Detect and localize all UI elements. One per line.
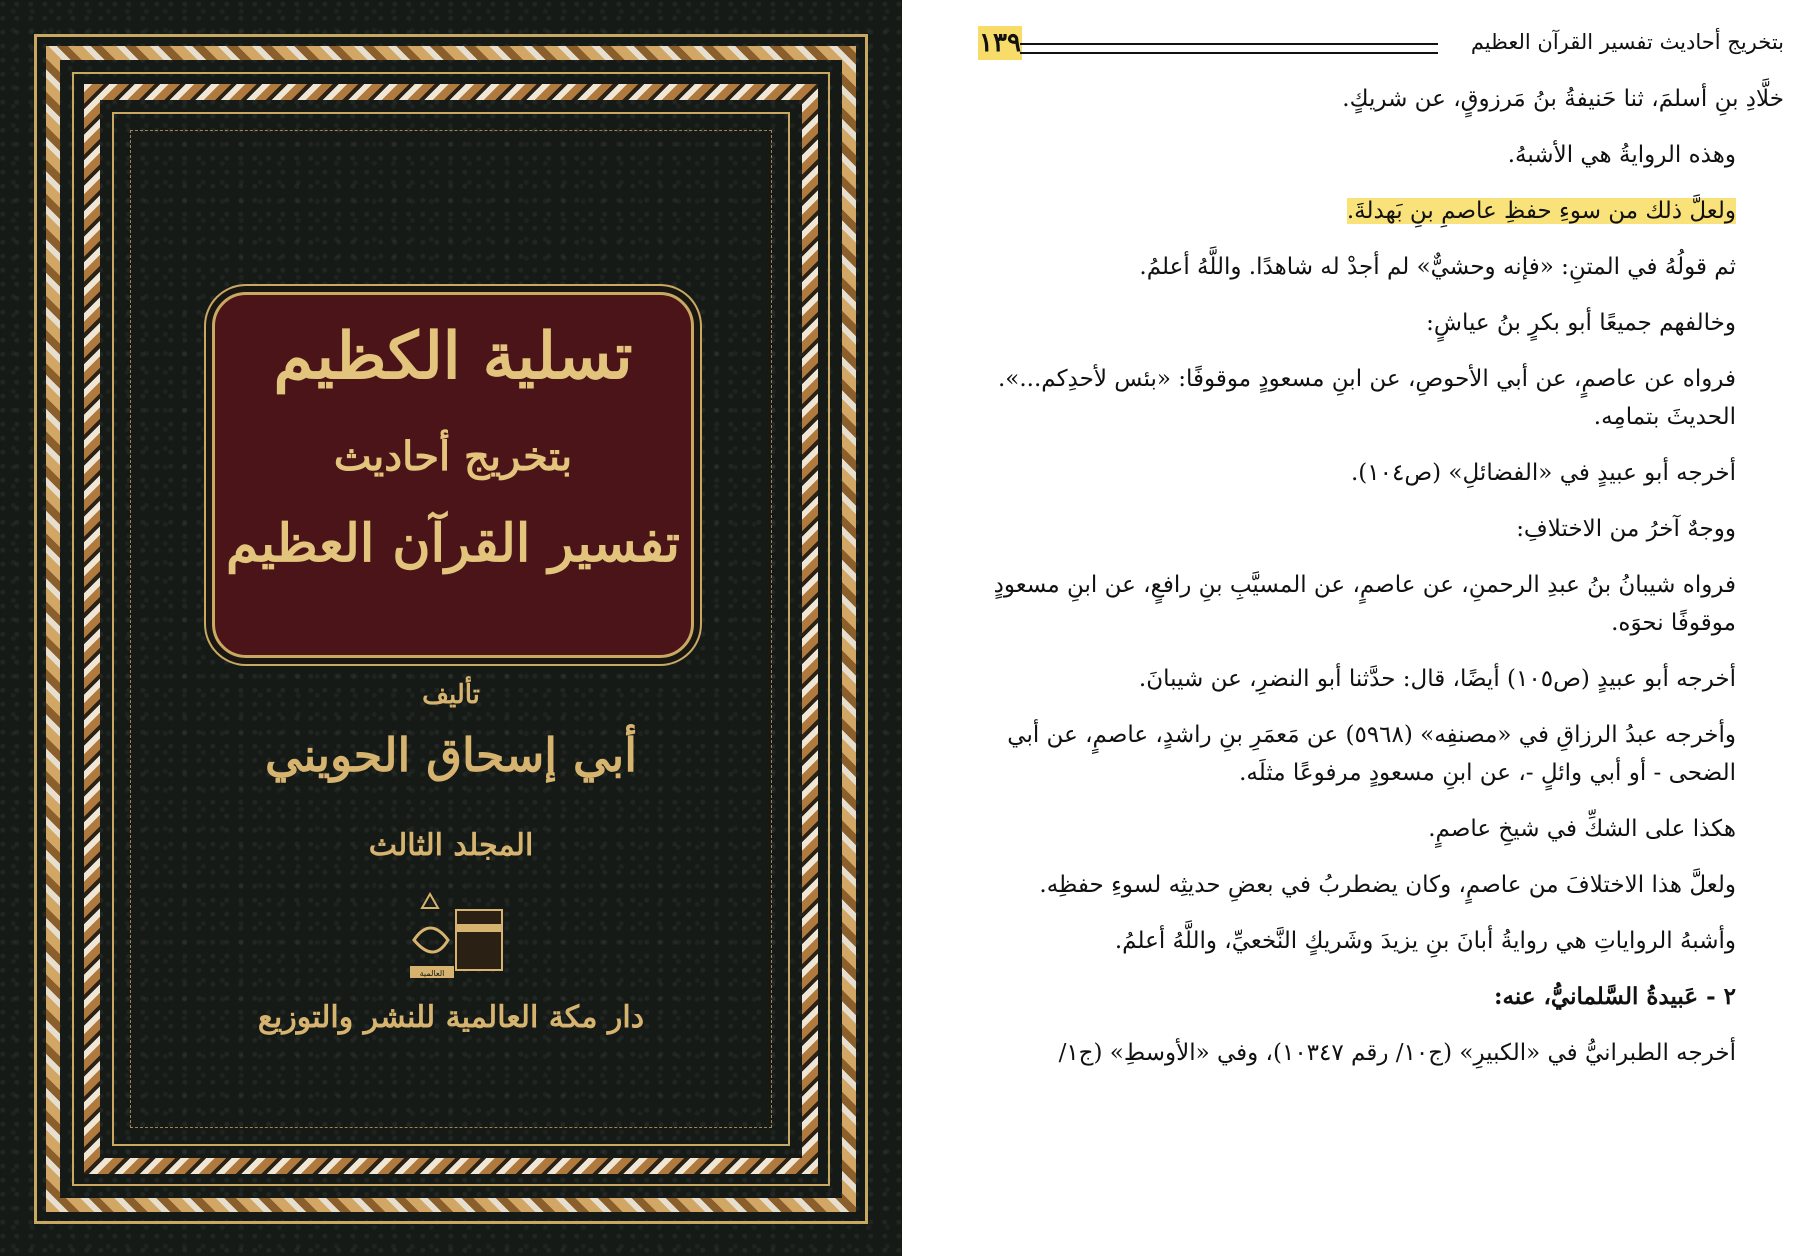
- cover-title-panel: [212, 292, 694, 658]
- paragraph: أخرجه أبو عبيدٍ (ص١٠٥) أيضًا، قال: حدَّثنا أبو النضرِ، عن شيبانَ.: [1138, 666, 1736, 692]
- text-page: [902, 0, 1798, 1256]
- paragraph: فرواه شيبانُ بنُ عبدِ الرحمنِ، عن عاصمٍ، عن المسيَّبِ بنِ رافعٍ، عن ابنِ مسعودٍ موقوفًا نحوَه.: [993, 572, 1736, 636]
- publisher-logo-icon: [400, 880, 510, 988]
- paragraph: وهذه الروايةُ هي الأشبهُ.: [1507, 142, 1736, 168]
- paragraph-highlighted: [980, 192, 1784, 230]
- page-number: ١٣٩: [979, 28, 1021, 58]
- header-rule: [1020, 43, 1438, 54]
- cover-volume: المجلد الثالث: [368, 828, 534, 863]
- paragraph: هكذا على الشكِّ في شيخِ عاصمٍ.: [1428, 816, 1736, 842]
- paragraph: ووجهٌ آخرُ من الاختلافِ:: [1516, 516, 1736, 542]
- paragraph: وأشبهُ الرواياتِ هي روايةُ أبانَ بنِ يزيدَ وشَريكٍ النَّخعيِّ، واللَّهُ أعلمُ.: [1114, 928, 1736, 954]
- paragraph: أخرجه الطبرانيُّ في «الكبيرِ» (ج١٠/ رقم ١٠٣٤٧)، وفي «الأوسطِ» (ج١/: [1058, 1040, 1736, 1066]
- paragraph: فرواه عن عاصمٍ، عن أبي الأحوصِ، عن ابنِ مسعودٍ موقوفًا: «بئس لأحدِكم...». الحديثَ بتمامِه.: [997, 366, 1736, 430]
- cover-title: تسلية الكظيم: [273, 319, 633, 394]
- paragraph: ثم قولُهُ في المتنِ: «فإنه وحشيٌّ» لم أجدْ له شاهدًا. واللَّهُ أعلمُ.: [1139, 254, 1736, 280]
- running-head: بتخريج أحاديث تفسير القرآن العظيم: [1470, 30, 1784, 54]
- paragraph: خلَّادِ بنِ أسلمَ، ثنا حَنيفةُ بنُ مَرزوقٍ، عن شريكٍ.: [1342, 86, 1784, 112]
- paragraph: وأخرجه عبدُ الرزاقِ في «مصنفِه» (٥٩٦٨) عن مَعمَرِ بنِ راشدٍ، عاصمٍ، عن أبي الضحى - أو أبي وائلٍ -، عن ابنِ مسعودٍ مرفوعًا مثلَه.: [1007, 722, 1736, 786]
- cover-subtitle-1: بتخريج أحاديث: [333, 433, 573, 480]
- cover-publisher: دار مكة العالمية للنشر والتوزيع: [257, 1000, 645, 1035]
- paragraph: وخالفهم جميعًا أبو بكرٍ بنُ عياشٍ:: [1426, 310, 1736, 336]
- cover-author-label: تأليف: [422, 680, 480, 710]
- page-body: [980, 80, 1784, 1090]
- cover-author: أبي إسحاق الحويني: [265, 728, 637, 782]
- paragraph: أخرجه أبو عبيدٍ في «الفضائلِ» (ص١٠٤).: [1350, 460, 1736, 486]
- publisher-logo-text: العالمية: [419, 969, 445, 978]
- cover-subtitle-2: تفسير القرآن العظيم: [225, 513, 680, 574]
- section-heading: ٢ - عَبيدةُ السَّلمانيُّ، عنه:: [1494, 983, 1736, 1010]
- highlighted-text: ولعلَّ ذلك من سوءِ حفظِ عاصمِ بنِ بَهدلةَ.: [1346, 198, 1736, 224]
- paragraph: ولعلَّ هذا الاختلافَ من عاصمٍ، وكان يضطربُ في بعضِ حديثِه لسوءِ حفظِه.: [1039, 872, 1736, 898]
